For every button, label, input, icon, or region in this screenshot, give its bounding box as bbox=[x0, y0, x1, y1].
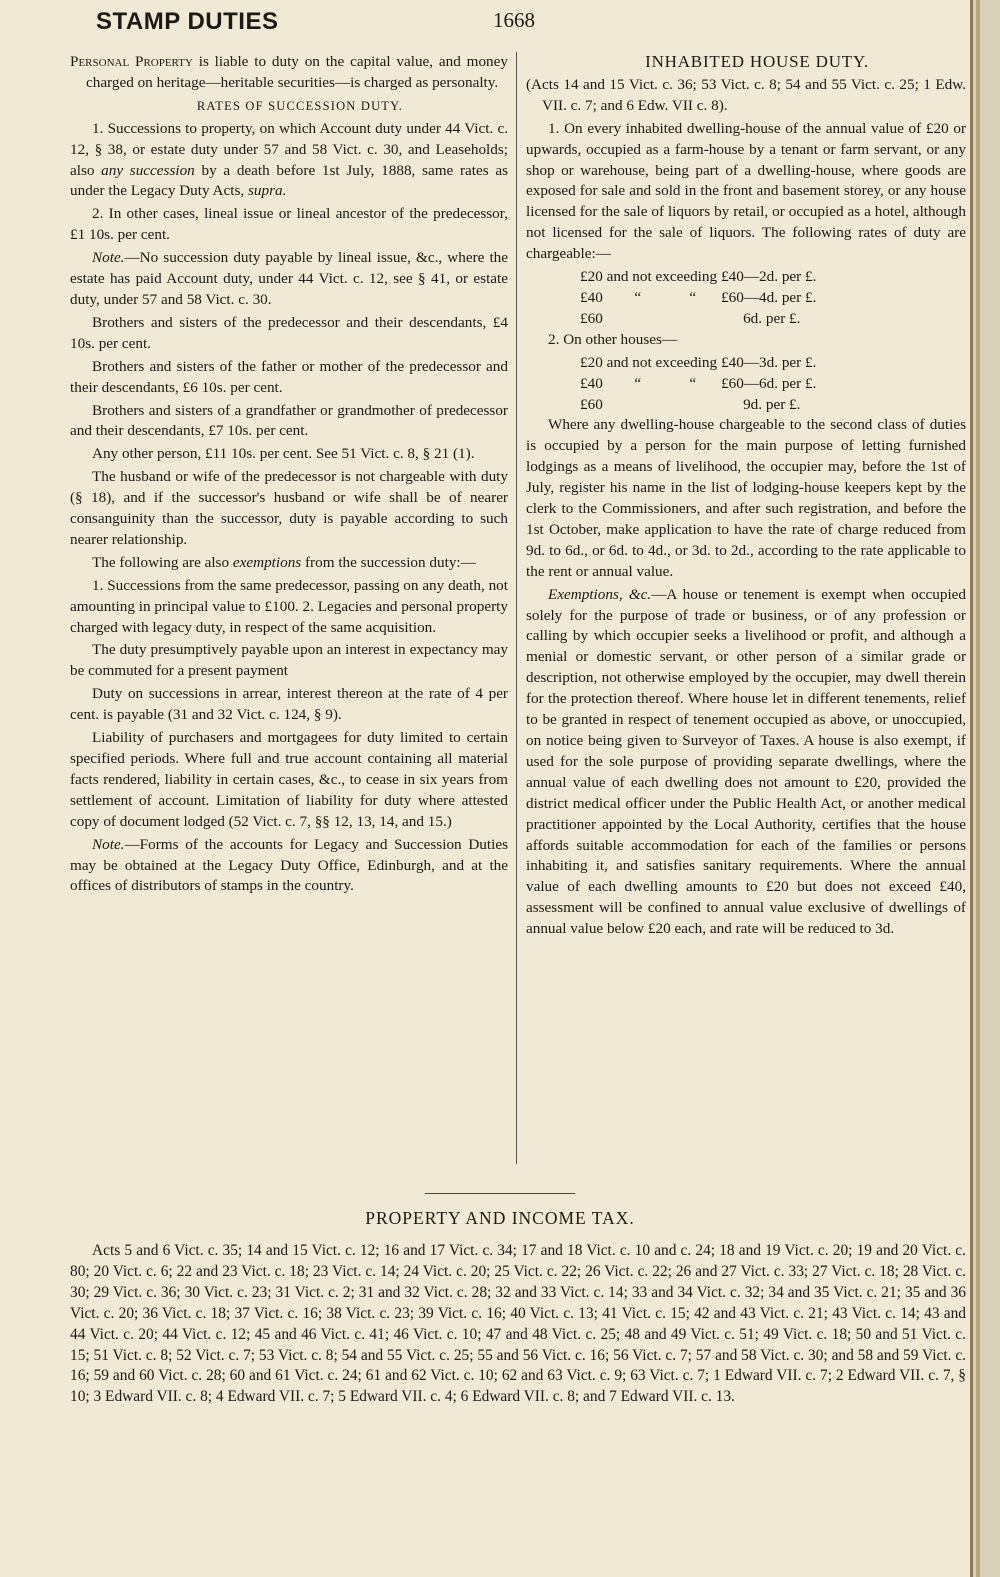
table-row bbox=[580, 288, 820, 309]
note-2-label: Note. bbox=[92, 835, 125, 853]
rates-para-1 bbox=[70, 119, 508, 203]
note-2-text: —Forms of the accounts for Legacy and Succession Duties may be obtained at the Legacy Duty Office, Edinburgh, and at the offices of distributors of stamps in the country. bbox=[70, 835, 508, 895]
rates-table-1 bbox=[580, 267, 820, 330]
husband-wife-paragraph: The husband or wife of the predecessor is not chargeable with duty (§ 18), and if the successor's husband or wife shall be of nearer consanguinity than the successor, duty is payable according to such nearer relationship. bbox=[70, 468, 508, 548]
brothers-paragraph: Brothers and sisters of the predecessor and their descendants, £4 10s. per cent. bbox=[70, 313, 508, 352]
table-row bbox=[580, 353, 820, 374]
brothers-grand-paragraph: Brothers and sisters of a grandfather or grandmother of predecessor and their descendants, £7 10s. per cent. bbox=[70, 401, 508, 440]
property-tax-acts: Acts 5 and 6 Vict. c. 35; 14 and 15 Vict. c. 12; 16 and 17 Vict. c. 34; 17 and 18 Vict. c. 10 and c. 24; 18 and 19 Vict. c. 20; 19 and 20 Vict. c. 80; 20 Vict. c. 6; 22 and 23 Vict. c. 18; 23 Vict. c. 14; 24 Vict. c. 20; 25 Vict. c. 22; 26 Vict. c. 22; 26 and 27 Vict. c. 33; 27 Vict. c. 18; 28 Vict. c. 30; 29 Vict. c. 36; 30 Vict. c. 23; 31 Vict. c. 2; 31 and 32 Vict. c. 28; 32 and 33 Vict. c. 14; 33 and 34 Vict. c. 32; 34 and 35 Vict. c. 21; 35 and 36 Vict. c. 20; 36 Vict. c. 18; 37 Vict. c. 16; 38 Vict. c. 23; 39 Vict. c. 16; 40 Vict. c. 13; 41 Vict. c. 15; 42 and 43 Vict. c. 21; 43 Vict. c. 14; 43 and 44 Vict. c. 20; 44 Vict. c. 12; 45 and 46 Vict. c. 41; 46 Vict. c. 10; 47 and 48 Vict. c. 25; 48 and 49 Vict. c. 51; 49 Vict. c. 18; 50 and 51 Vict. c. 15; 51 Vict. c. 8; 52 Vict. c. 7; 53 Vict. c. 8; 54 and 55 Vict. c. 25; 55 and 56 Vict. c. 16; 56 Vict. c. 7; 57 and 58 Vict. c. 30; and 58 and 59 Vict. c. 16; 59 and 60 Vict. c. 28; 60 and 61 Vict. c. 24; 61 and 62 Vict. c. 10; 62 and 63 Vict. c. 9; 63 Vict. c. 7; 1 Edward VII. c. 7; 2 Edward VII. c. 7, § 10; 3 Edward VII. c. 8; 4 Edward VII. c. 7; 5 Edward VII. c. 4; 6 Edward VII. c. 8; and 7 Edward VII. c. 13. bbox=[70, 1242, 966, 1406]
lodging-paragraph: Where any dwelling-house chargeable to the second class of duties is occupied by a person for the main purpose of letting furnished lodgings as a means of livelihood, the occupier may, before the 1st of July, register his name in the list of lodging-house keepers kept by the clerk to the Commissioners, and after such registration, and before the 1st October, make application to have the rate of charge reduced from 9d. to 6d., or 6d. to 4d., or 3d. to 2d., according to the rate applicable to the rent or annual value. bbox=[526, 416, 966, 580]
rates-table-2 bbox=[580, 353, 820, 416]
house-duty-acts: (Acts 14 and 15 Vict. c. 36; 53 Vict. c. 8; 54 and 55 Vict. c. 25; 1 Edw. VII. c. 7; and 6 Edw. VII c. 8). bbox=[526, 75, 966, 114]
exemptions-intro-a: The following are also bbox=[92, 553, 233, 571]
left-column bbox=[70, 52, 508, 899]
rates-para-1-b: by a death before 1st July, 1888, same rates as under the Legacy Duty Acts, bbox=[70, 161, 508, 200]
note-1-text: —No succession duty payable by lineal issue, &c., where the estate has paid Account duty, under 44 Vict. c. 12, see § 41, or estate duty, under 57 and 58 Vict. c. 30. bbox=[70, 249, 508, 308]
house-exemptions-paragraph bbox=[526, 585, 966, 940]
rate-to: 9d. per £. bbox=[743, 395, 801, 413]
rate-to: £60—6d. per £. bbox=[721, 374, 817, 392]
ditto-mark: “ bbox=[689, 288, 697, 306]
rate-to: 6d. per £. bbox=[743, 309, 801, 327]
brothers-parent-paragraph: Brothers and sisters of the father or mother of the predecessor and their descendants, £6 10s. per cent. bbox=[70, 357, 508, 396]
house-exemptions-label: Exemptions, &c. bbox=[548, 585, 652, 603]
presumptive-paragraph: The duty presumptively payable upon an interest in expectancy may be commuted for a present payment bbox=[70, 641, 508, 680]
house-exemptions-text: —A house or tenement is exempt when occupied solely for the purpose of trade or business, or of any profession or calling by which occupier seeks a livelihood or profit, and although a menial or domestic servant, or other person of a similar grade or description, not otherwise employed by the occupier, may dwell therein for the protection thereof. Where house let in different tenements, relief to be granted in respect of tenement occupied as above, or unoccupied, on notice being given to Surveyor of Taxes. A house is also exempt, if used for the sole purpose of providing separate dwellings, where the annual value of each dwelling does not amount to £20, provided the district medical officer under the Public Health Act, or another medical practitioner appointed by the Local Authority, certifies that the house affords suitable accommodation for each of the families or persons inhabiting it, and satisfies sanitary requirements. Where the annual value of each dwelling amounts to £20 but does not exceed £40, assessment will be confined to annual value exclusive of dwellings of annual value below £20 each, and rate will be reduced to 3d. bbox=[526, 585, 966, 938]
exemptions-intro-b: from the succession duty:— bbox=[301, 553, 476, 571]
rate-from: £40 bbox=[580, 288, 603, 306]
property-tax-heading: PROPERTY AND INCOME TAX. bbox=[365, 1208, 635, 1228]
rate-from-cell bbox=[580, 288, 721, 309]
ditto-mark: “ bbox=[634, 374, 642, 392]
rate-to: £40—3d. per £. bbox=[721, 353, 817, 371]
section-rule bbox=[425, 1193, 575, 1194]
exemptions-intro-em: exemptions bbox=[232, 553, 302, 571]
running-head: STAMP DUTIES bbox=[96, 8, 279, 35]
table-row bbox=[580, 267, 820, 288]
rates-heading: RATES OF SUCCESSION DUTY. bbox=[196, 98, 404, 113]
house-duty-heading: INHABITED HOUSE DUTY. bbox=[645, 52, 869, 71]
page-edge-binding bbox=[976, 0, 980, 1577]
personal-property-text: is liable to duty on the capital value, and money charged on heritage—heritable securities—is charged as personalty. bbox=[86, 53, 508, 91]
rate-from: £20 and not exceeding bbox=[580, 268, 718, 286]
rate-to: £40—2d. per £. bbox=[721, 268, 817, 286]
house-duty-para-1: 1. On every inhabited dwelling-house of the annual value of £20 or upwards, occupied as a farm-house by a tenant or farm servant, or any shop or warehouse, being part of a dwelling-house, where goods are exposed for sale and sold in the front and basement storey, or any house licensed for the sale of liquors by retail, or occupied as a hotel, although not licensed for the sale of liquors. The following rates of duty are chargeable:— bbox=[526, 119, 966, 263]
other-houses-label: 2. On other houses— bbox=[548, 330, 678, 348]
rate-from: £40 bbox=[580, 374, 603, 392]
table-row bbox=[580, 309, 820, 330]
rate-from: £20 and not exceeding bbox=[580, 353, 718, 371]
other-person-paragraph: Any other person, £11 10s. per cent. See 51 Vict. c. 8, § 21 (1). bbox=[92, 445, 475, 463]
page-number: 1668 bbox=[493, 8, 535, 32]
ditto-mark: “ bbox=[689, 374, 697, 392]
rate-from-cell bbox=[580, 374, 721, 395]
rates-para-1-em2: supra. bbox=[247, 182, 287, 200]
note-2 bbox=[70, 835, 508, 898]
ditto-mark: “ bbox=[634, 288, 642, 306]
page-edge bbox=[970, 0, 1000, 1577]
personal-property-paragraph bbox=[70, 52, 508, 94]
arrear-paragraph: Duty on successions in arrear, interest thereon at the rate of 4 per cent. is payable (31 and 32 Vict. c. 124, § 9). bbox=[70, 685, 508, 724]
column-divider bbox=[516, 52, 517, 1164]
rates-para-1-em: any succession bbox=[101, 161, 195, 179]
note-1 bbox=[70, 248, 508, 311]
rate-from: £60 bbox=[580, 309, 603, 327]
liability-paragraph: Liability of purchasers and mortgagees for duty limited to certain specified periods. Where full and true account containing all material facts rendered, liability in certain cases, &c., to cease in six years from settlement of account. Limitation of liability for duty where attested copy of document lodged (52 Vict. c. 7, §§ 12, 13, 14, and 15.) bbox=[70, 729, 508, 830]
exemptions-list: 1. Successions from the same predecessor, passing on any death, not amounting in principal value to £100. 2. Legacies and personal property charged with legacy duty, in respect of the same acquisition. bbox=[70, 576, 508, 636]
rate-to: £60—4d. per £. bbox=[721, 288, 817, 306]
exemptions-intro bbox=[70, 553, 508, 574]
right-column bbox=[526, 52, 966, 942]
rates-para-1-a: 1. Successions to property, on which Account duty under 44 Vict. c. 12, § 38, or estate duty under 57 and 58 Vict. c. 30, and Leaseholds; also bbox=[70, 119, 508, 179]
note-1-label: Note. bbox=[92, 249, 125, 267]
table-row bbox=[580, 374, 820, 395]
rates-para-2: 2. In other cases, lineal issue or lineal ancestor of the predecessor, £1 10s. per cent. bbox=[70, 205, 508, 244]
table-row bbox=[580, 395, 820, 416]
rate-from: £60 bbox=[580, 395, 603, 413]
personal-property-lead: Personal Property bbox=[70, 53, 193, 70]
